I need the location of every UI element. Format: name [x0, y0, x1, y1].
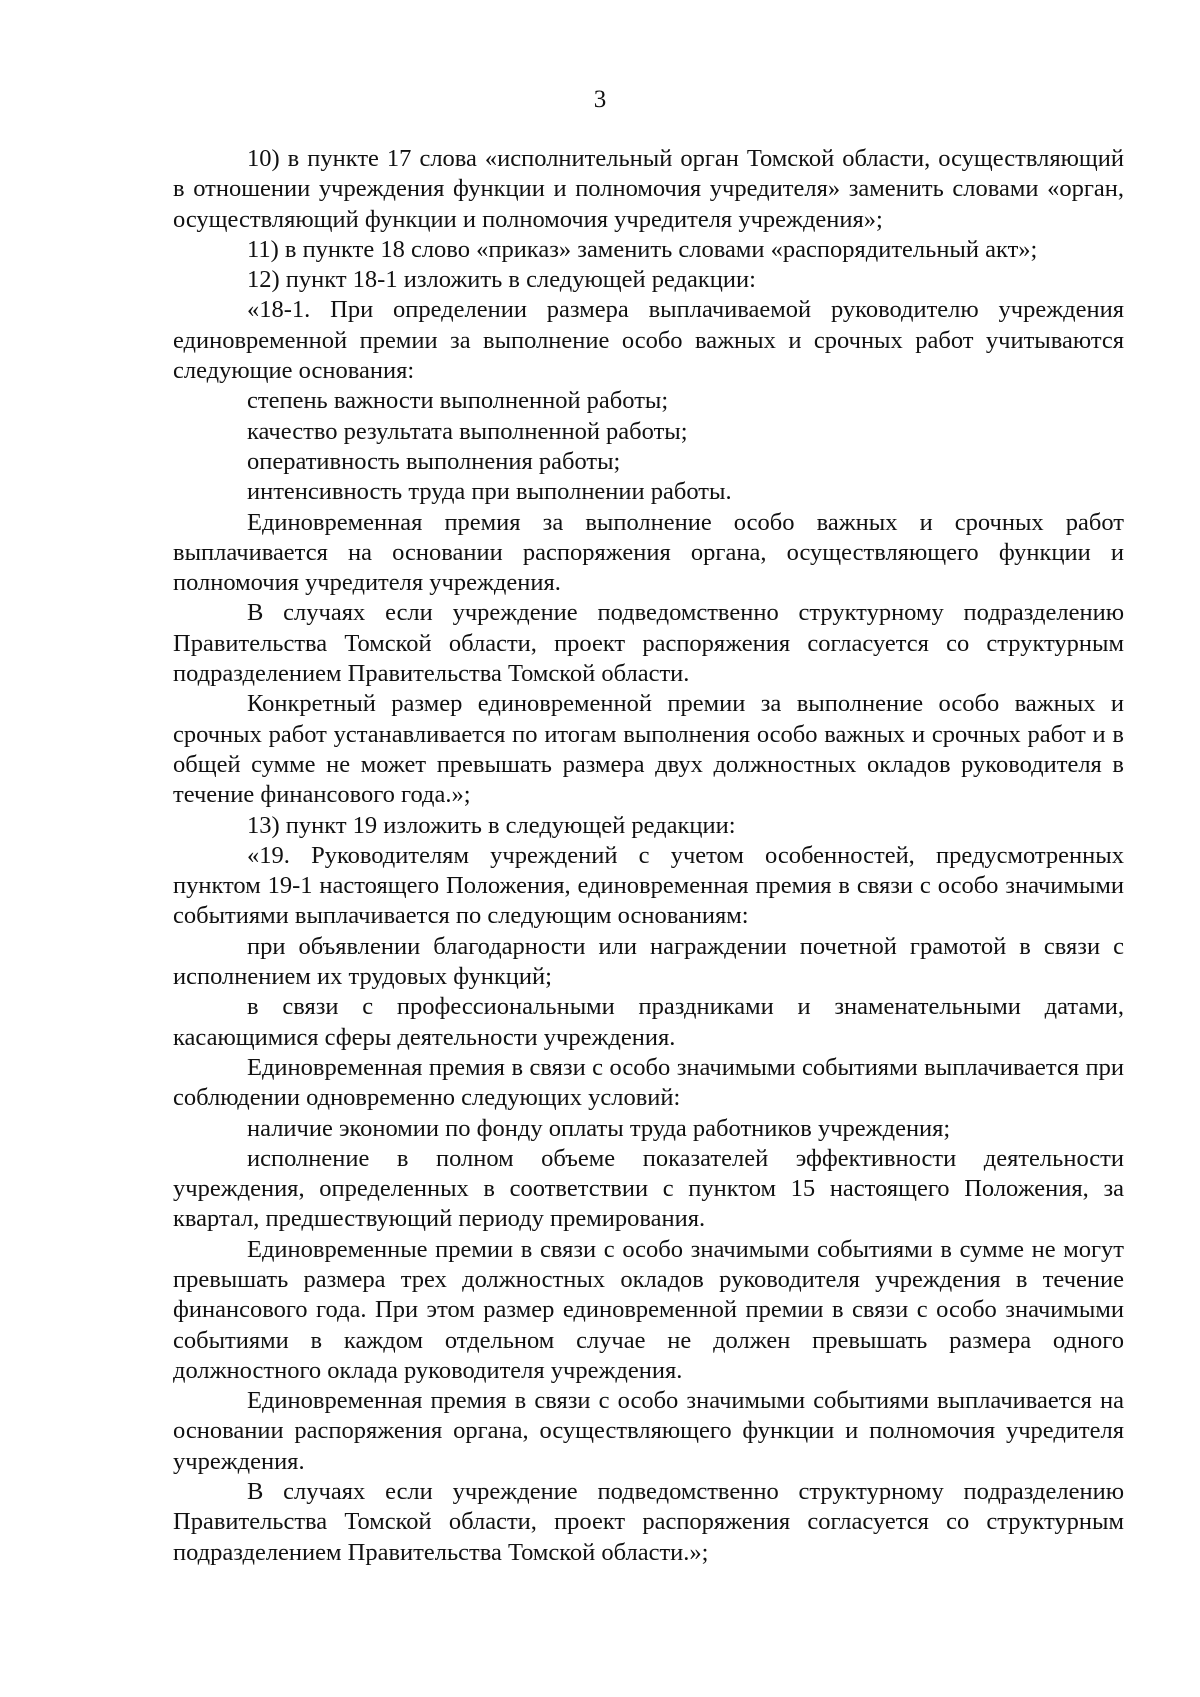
list-item-intensity: интенсивность труда при выполнении работы.	[247, 478, 732, 506]
paragraph-item-10: 10) в пункте 17 слова «исполнительный орган Томской области, осуществляющий в отношении учреждения функции и полномочия учредителя» заменить словами «орган, осуществляющий функции и полномочия учредителя учреждения»;	[173, 145, 1124, 233]
document-body	[173, 144, 1124, 1568]
paragraph-bonus-amount: Конкретный размер единовременной премии за выполнение особо важных и срочных работ устанавливается по итогам выполнения особо важных и срочных работ и в общей сумме не может превышать размера двух должностных окладов руководителя в течение финансового года.»;	[173, 690, 1124, 809]
list-item-importance: степень важности выполненной работы;	[247, 387, 669, 415]
paragraph-item-11: 11) в пункте 18 слово «приказ» заменить словами «распорядительный акт»;	[247, 235, 1038, 263]
paragraph-bonus-payment: Единовременная премия за выполнение особо важных и срочных работ выплачивается на основании распоряжения органа, осуществляющего функции и полномочия учредителя учреждения.	[173, 508, 1124, 597]
paragraph-item-12: 12) пункт 18-1 изложить в следующей редакции:	[247, 266, 756, 294]
list-item-promptness: оперативность выполнения работы;	[247, 447, 621, 475]
list-item-indicators: исполнение в полном объеме показателей эффективности деятельности учреждения, определенных в соответствии с пунктом 15 настоящего Положения, за квартал, предшествующий периоду премирования.	[173, 1144, 1124, 1233]
list-item-quality: качество результата выполненной работы;	[247, 417, 688, 445]
page-number: 3	[593, 86, 607, 113]
paragraph-subordination-final: В случаях если учреждение подведомственно структурному подразделению Правительства Томской области, проект распоряжения согласуется со структурным подразделением Правительства Томской области.»;	[173, 1478, 1124, 1566]
list-item-savings: наличие экономии по фонду оплаты труда работников учреждения;	[247, 1114, 951, 1142]
paragraph-19-intro: «19. Руководителям учреждений с учетом особенностей, предусмотренных пунктом 19-1 настоящего Положения, единовременная премия в связи с особо значимыми событиями выплачивается по следующим основаниям:	[173, 841, 1124, 930]
paragraph-item-13: 13) пункт 19 изложить в следующей редакции:	[247, 811, 736, 839]
list-item-gratitude: при объявлении благодарности или награждении почетной грамотой в связи с исполнением их трудовых функций;	[173, 932, 1124, 991]
paragraph-bonus-limit: Единовременные премии в связи с особо значимыми событиями в сумме не могут превышать размера трех должностных окладов руководителя учреждения в течение финансового года. При этом размер единовременной премии в связи с особо значимыми событиями в каждом отдельном случае не должен превышать размера одного должностного оклада руководителя учреждения.	[173, 1235, 1124, 1384]
paragraph-bonus-basis: Единовременная премия в связи с особо значимыми событиями выплачивается на основании распоряжения органа, осуществляющего функции и полномочия учредителя учреждения.	[173, 1387, 1124, 1475]
list-item-holidays: в связи с профессиональными праздниками и знаменательными датами, касающимися сферы деятельности учреждения.	[173, 993, 1124, 1051]
paragraph-subordination: В случаях если учреждение подведомственно структурному подразделению Правительства Томской области, проект распоряжения согласуется со структурным подразделением Правительства Томской области.	[173, 599, 1124, 688]
paragraph-18-1-intro: «18-1. При определении размера выплачиваемой руководителю учреждения единовременной премии за выполнение особо важных и срочных работ учитываются следующие основания:	[173, 296, 1124, 385]
paragraph-conditions-intro: Единовременная премия в связи с особо значимыми событиями выплачивается при соблюдении одновременно следующих условий:	[173, 1053, 1124, 1112]
